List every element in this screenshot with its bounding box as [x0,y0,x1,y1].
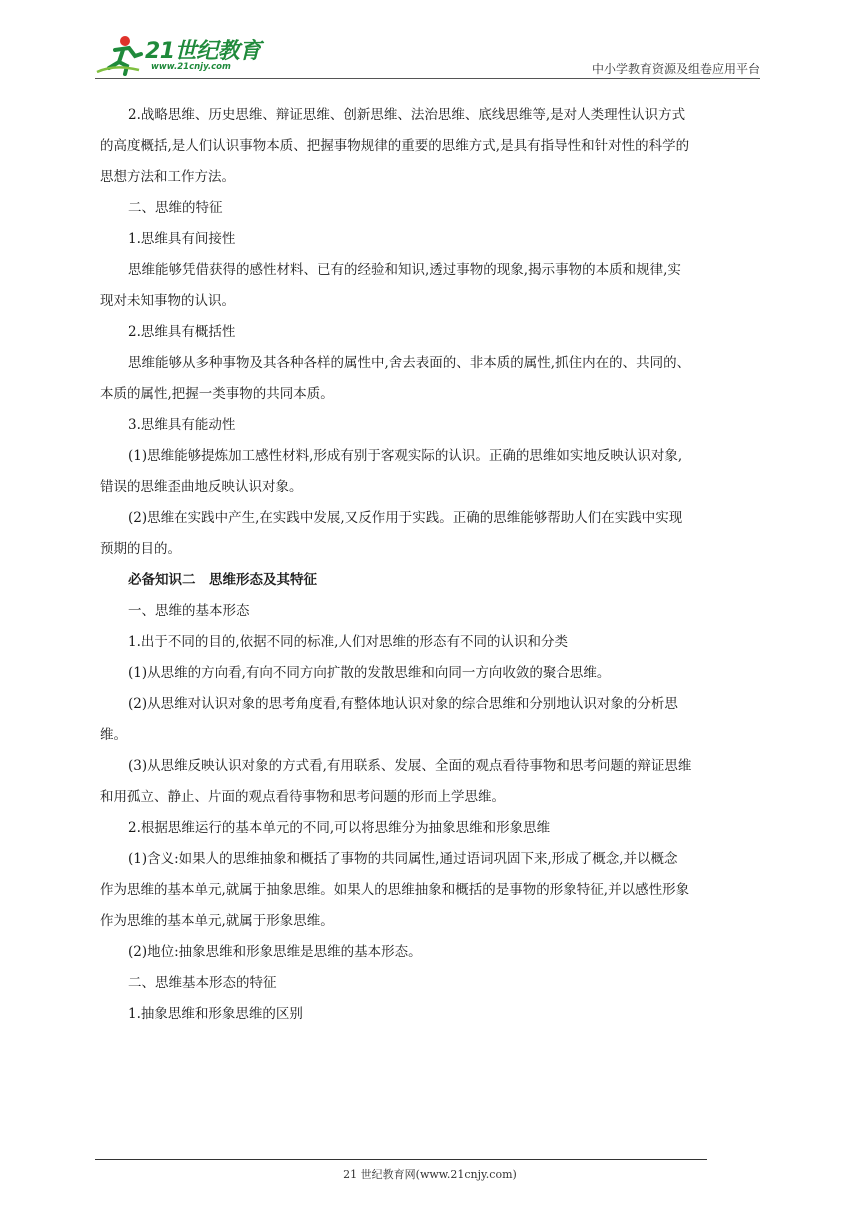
paragraph [128,317,760,348]
footer-divider [95,1159,707,1160]
paragraph [100,751,760,813]
paragraph-line: 2.思维具有概括性 [128,324,236,340]
section-heading: 必备知识二 思维形态及其特征 [128,572,317,588]
paragraph-line: (3)从思维反映认识对象的方式看,有用联系、发展、全面的观点看待事物和思考问题的辩证思维 [128,758,692,774]
paragraph-line: (2)从思维对认识对象的思考角度看,有整体地认识对象的综合思维和分别地认识对象的分析思 [128,696,678,712]
paragraph-continuation: 的高度概括,是人们认识事物本质、把握事物规律的重要的思维方式,是具有指导性和针对性的科学的 [100,138,690,154]
paragraph-line: (1)思维能够提炼加工感性材料,形成有别于客观实际的认识。正确的思维如实地反映认识对象, [128,448,683,464]
paragraph [128,937,760,968]
paragraph [128,627,760,658]
paragraph-continuation: 现对未知事物的认识。 [100,293,235,309]
paragraph-continuation: 思想方法和工作方法。 [100,169,235,185]
paragraph [128,193,760,224]
paragraph [128,410,760,441]
platform-name: 中小学教育资源及组卷应用平台 [591,62,760,76]
paragraph-continuation: 和用孤立、静止、片面的观点看待事物和思考问题的形而上学思维。 [100,789,505,805]
logo-text: 21世纪教育 [145,39,261,64]
paragraph-continuation: 本质的属性,把握一类事物的共同本质。 [100,386,334,402]
paragraph [100,441,760,503]
paragraph [100,255,760,317]
paragraph-line: (2)地位:抽象思维和形象思维是思维的基本形态。 [128,944,422,960]
paragraph [100,689,760,751]
paragraph-continuation: 作为思维的基本单元,就属于抽象思维。如果人的思维抽象和概括的是事物的形象特征,并以感性形象 [100,882,690,898]
paragraph-line: 二、思维的特征 [128,200,223,216]
page-footer[interactable]: 21 世纪教育网(www.21cnjy.com) [343,1168,517,1181]
paragraph-line: 3.思维具有能动性 [128,417,236,433]
paragraph-line: 1.抽象思维和形象思维的区别 [128,1006,303,1022]
paragraph-continuation: 作为思维的基本单元,就属于形象思维。 [100,913,334,929]
paragraph-line: (2)思维在实践中产生,在实践中发展,又反作用于实践。正确的思维能够帮助人们在实践中实现 [128,510,683,526]
paragraph [100,844,760,937]
paragraph [128,999,760,1030]
paragraph-line: 思维能够凭借获得的感性材料、已有的经验和知识,透过事物的现象,揭示事物的本质和规律,实 [128,262,681,278]
paragraph-line: 一、思维的基本形态 [128,603,250,619]
paragraph-line: 二、思维基本形态的特征 [128,975,277,991]
paragraph [128,968,760,999]
paragraph [128,596,760,627]
paragraph-line: 1.思维具有间接性 [128,231,236,247]
paragraph [128,658,760,689]
runner-logo-icon [95,34,145,76]
paragraph [100,503,760,565]
paragraph-line: (1)从思维的方向看,有向不同方向扩散的发散思维和向同一方向收敛的聚合思维。 [128,665,611,681]
paragraph-line: 2.根据思维运行的基本单元的不同,可以将思维分为抽象思维和形象思维 [128,820,551,836]
paragraph-continuation: 预期的目的。 [100,541,181,557]
paragraph [100,100,760,193]
paragraph [128,565,760,596]
paragraph-continuation: 错误的思维歪曲地反映认识对象。 [100,479,303,495]
paragraph-continuation: 维。 [100,727,127,743]
paragraph-line: (1)含义:如果人的思维抽象和概括了事物的共同属性,通过语词巩固下来,形成了概念,并以概念 [128,851,678,867]
site-logo[interactable] [95,34,265,76]
paragraph-line: 思维能够从多种事物及其各种各样的属性中,舍去表面的、非本质的属性,抓住内在的、共同的、 [128,355,691,371]
paragraph-line: 2.战略思维、历史思维、辩证思维、创新思维、法治思维、底线思维等,是对人类理性认识方式 [128,107,686,123]
document-body [100,100,760,1030]
paragraph [100,348,760,410]
page-header [95,30,760,80]
paragraph-line: 1.出于不同的目的,依据不同的标准,人们对思维的形态有不同的认识和分类 [128,634,568,650]
paragraph [128,224,760,255]
paragraph [128,813,760,844]
header-divider [95,78,760,79]
logo-url: www.21cnjy.com [151,62,231,72]
